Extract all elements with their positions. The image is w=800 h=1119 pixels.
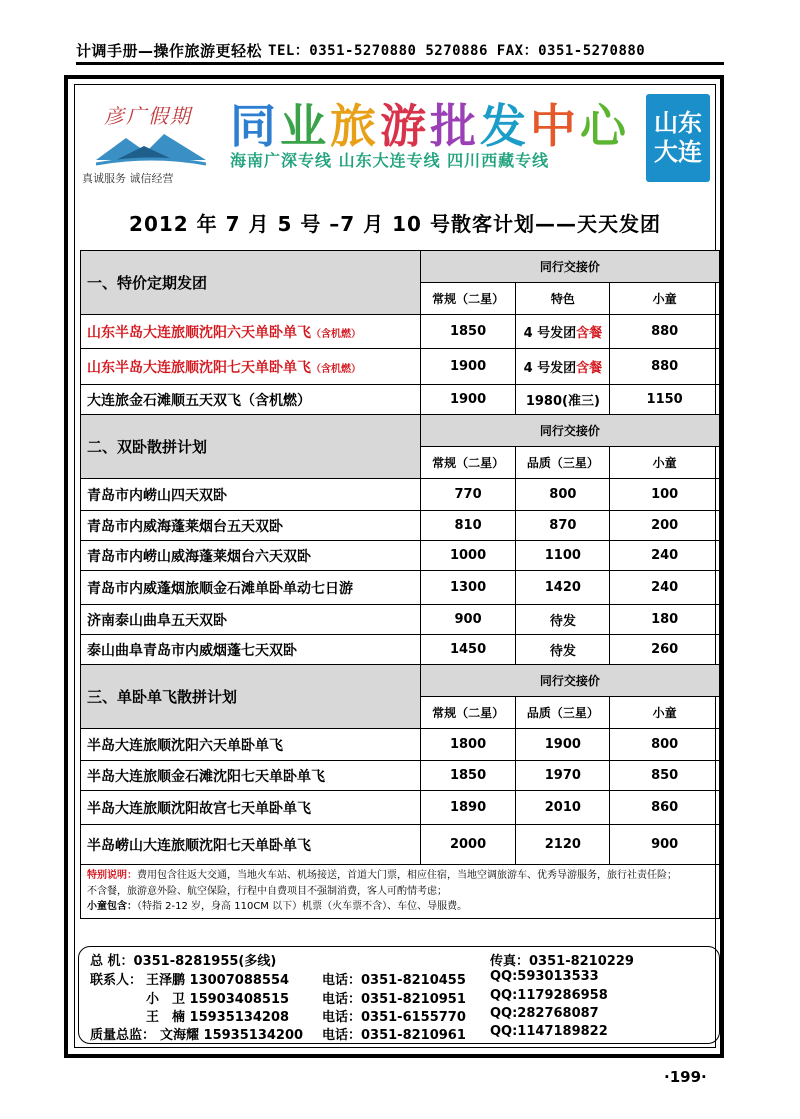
price-regular: 900 [420,605,516,635]
price-child: 240 [610,571,720,605]
price-regular: 1850 [420,315,516,349]
contact-qq: QQ:282768087 [490,1006,599,1021]
banner-title-char: 旅 [330,99,380,153]
table-row [81,635,720,665]
contact-person [160,1024,303,1043]
price-regular: 1900 [420,349,516,385]
banner-title-char: 批 [430,99,480,153]
contact-mobile: 15903408515 [189,992,290,1007]
price-quality: 1900 [516,729,610,761]
route-name: 大连旅金石滩顺五天双飞（含机燃） [81,385,421,415]
fax [490,950,634,969]
logo-name: 彦广假期 [104,104,192,128]
section-title: 二、双卧散拼计划 [81,415,421,479]
contact-mobile: 13007088554 [189,973,290,988]
fax-label: 传真： [490,954,530,969]
price-regular: 770 [420,479,516,511]
price-quality: 1100 [516,541,610,571]
price-quality: 待发 [516,605,610,635]
price-child: 180 [610,605,720,635]
special-meal: 含餐 [576,361,603,376]
notes-row [81,865,720,919]
route-name-text: 山东半岛大连旅顺沈阳六天单卧单飞 [87,324,311,341]
col-header: 常规（二星） [420,447,516,479]
contact-person [146,969,289,988]
route-name [81,315,421,349]
shandong-dalian-badge [646,94,710,182]
route-name-note: （含机燃） [311,363,361,375]
contact-tel: 电话：0351-8210455 [322,973,466,988]
price-quality: 870 [516,511,610,541]
banner-title-char: 心 [580,99,630,153]
badge-line1: 山东 [654,109,702,138]
price-regular: 1450 [420,635,516,665]
table-row [81,541,720,571]
contact-name: 文海耀 [160,1028,200,1043]
contact-qq: QQ:593013533 [490,969,599,984]
contact-person [146,988,289,1007]
price-regular: 810 [420,511,516,541]
contact-tel: 电话：0351-8210961 [322,1028,466,1043]
banner-title [230,90,630,156]
price-special [516,315,610,349]
price-child: 900 [610,825,720,865]
page-header [76,38,724,65]
contact-person [146,1006,289,1025]
table-row [81,479,720,511]
route-name: 青岛市内威海蓬莱烟台五天双卧 [81,511,421,541]
child-label: 小童包含： [87,901,137,912]
notes-line1: 费用包含往返大交通，当地火车站、机场接送，首道大门票，相应住宿，当地空调旅游车、优秀导游服务，旅行社责任险； [137,870,677,881]
col-header: 常规（二星） [420,697,516,729]
header-motto: 计调手册—操作旅游更轻松 [76,41,263,60]
table-row [81,385,720,415]
section-header-row [81,251,720,283]
quality-label: 质量总监： [90,1028,156,1043]
contact-mobile: 15935134208 [189,1010,290,1025]
col-header: 品质（三星） [516,697,610,729]
banner-title-char: 中 [530,99,580,153]
table-row [81,571,720,605]
table-row [81,825,720,865]
route-name-text: 山东半岛大连旅顺沈阳七天单卧单飞 [87,359,311,376]
col-header: 小童 [610,283,720,315]
price-child: 800 [610,729,720,761]
price-child: 100 [610,479,720,511]
price-quality: 1970 [516,761,610,791]
price-regular: 1000 [420,541,516,571]
main-phone-label: 总 机： [90,954,134,969]
special-meal: 含餐 [576,326,603,341]
price-child: 860 [610,791,720,825]
fax-value: 0351-8210229 [529,954,634,969]
price-regular: 1890 [420,791,516,825]
col-header: 小童 [610,447,720,479]
banner-title-char: 业 [280,99,330,153]
contact-tel: 电话：0351-6155770 [322,1010,466,1025]
route-name: 半岛大连旅顺沈阳故宫七天单卧单飞 [81,791,421,825]
price-child: 240 [610,541,720,571]
price-regular: 1900 [420,385,516,415]
table-row [81,349,720,385]
price-quality: 1420 [516,571,610,605]
group-header: 同行交接价 [420,415,719,447]
plan-title: 2012 年 7 月 5 号 –7 月 10 号散客计划——天天发团 [129,212,661,236]
price-child: 850 [610,761,720,791]
company-logo [82,94,222,192]
banner-title-char: 发 [480,99,530,153]
price-child: 880 [610,315,720,349]
table-row [81,605,720,635]
section-title: 三、单卧单飞散拼计划 [81,665,421,729]
price-quality: 2120 [516,825,610,865]
contact-name: 王 楠 [146,1010,186,1025]
banner-title-char: 游 [380,99,430,153]
banner-title-char: 同 [230,99,280,153]
main-phone-value: 0351-8281955(多线) [133,954,277,969]
route-name: 青岛市内崂山威海蓬莱烟台六天双卧 [81,541,421,571]
price-regular: 1850 [420,761,516,791]
col-header: 常规（二星） [420,283,516,315]
child-text: （特指 2-12 岁，身高 110CM 以下）机票（火车票不含）、车位、导服费。 [137,901,468,912]
section-header-row [81,415,720,447]
contact-qq: QQ:1147189822 [490,1024,608,1039]
special-text: 4 号发团 [523,326,577,341]
notes-label: 特别说明： [87,870,137,881]
price-child: 1150 [610,385,720,415]
plan-table [80,250,720,919]
special-text: 4 号发团 [523,361,577,376]
contact-mobile: 15935134200 [203,1028,304,1043]
route-name: 济南泰山曲阜五天双卧 [81,605,421,635]
section-header-row [81,665,720,697]
price-quality: 待发 [516,635,610,665]
route-name: 半岛大连旅顺沈阳六天单卧单飞 [81,729,421,761]
logo-caption: 真诚服务 诚信经营 [82,172,174,185]
route-name: 半岛大连旅顺金石滩沈阳七天单卧单飞 [81,761,421,791]
contact-name: 小 卫 [146,992,186,1007]
mountain-logo-icon [96,130,206,168]
col-header: 特色 [516,283,610,315]
price-regular: 1800 [420,729,516,761]
contact-qq: QQ:1179286958 [490,988,608,1003]
contact-label: 联系人： [90,973,143,988]
special-notes [81,865,720,919]
price-child: 260 [610,635,720,665]
route-name [81,349,421,385]
route-name: 泰山曲阜青岛市内威烟蓬七天双卧 [81,635,421,665]
banner-routes: 海南广深专线 山东大连专线 四川西藏专线 [230,151,550,170]
badge-line2: 大连 [654,138,702,166]
route-name: 青岛市内威蓬烟旅顺金石滩单卧单动七日游 [81,571,421,605]
table-row [81,729,720,761]
price-special: 1980(准三) [516,385,610,415]
price-child: 200 [610,511,720,541]
route-name: 半岛崂山大连旅顺沈阳七天单卧单飞 [81,825,421,865]
group-header: 同行交接价 [420,251,719,283]
group-header: 同行交接价 [420,665,719,697]
notes-line2: 不含餐，旅游意外险、航空保险，行程中自费项目不强制消费，客人可酌情考虑； [87,885,447,897]
price-regular: 1300 [420,571,516,605]
section-title: 一、特价定期发团 [81,251,421,315]
price-quality: 800 [516,479,610,511]
header-contact: TEL：0351-5270880 5270886 FAX：0351-5270880 [268,43,646,59]
table-row [81,511,720,541]
price-regular: 2000 [420,825,516,865]
contact-tel: 电话：0351-8210951 [322,992,466,1007]
route-name: 青岛市内崂山四天双卧 [81,479,421,511]
contact-name: 王泽鹏 [146,973,186,988]
page-number: ·199· [664,1068,707,1086]
col-header: 小童 [610,697,720,729]
banner [82,90,712,196]
table-row [81,791,720,825]
price-child: 880 [610,349,720,385]
route-name-note: （含机燃） [311,328,361,340]
banner-subline [230,174,234,187]
price-quality: 2010 [516,791,610,825]
price-special [516,349,610,385]
main-phone [90,950,276,969]
table-row [81,315,720,349]
col-header: 品质（三星） [516,447,610,479]
table-row [81,761,720,791]
